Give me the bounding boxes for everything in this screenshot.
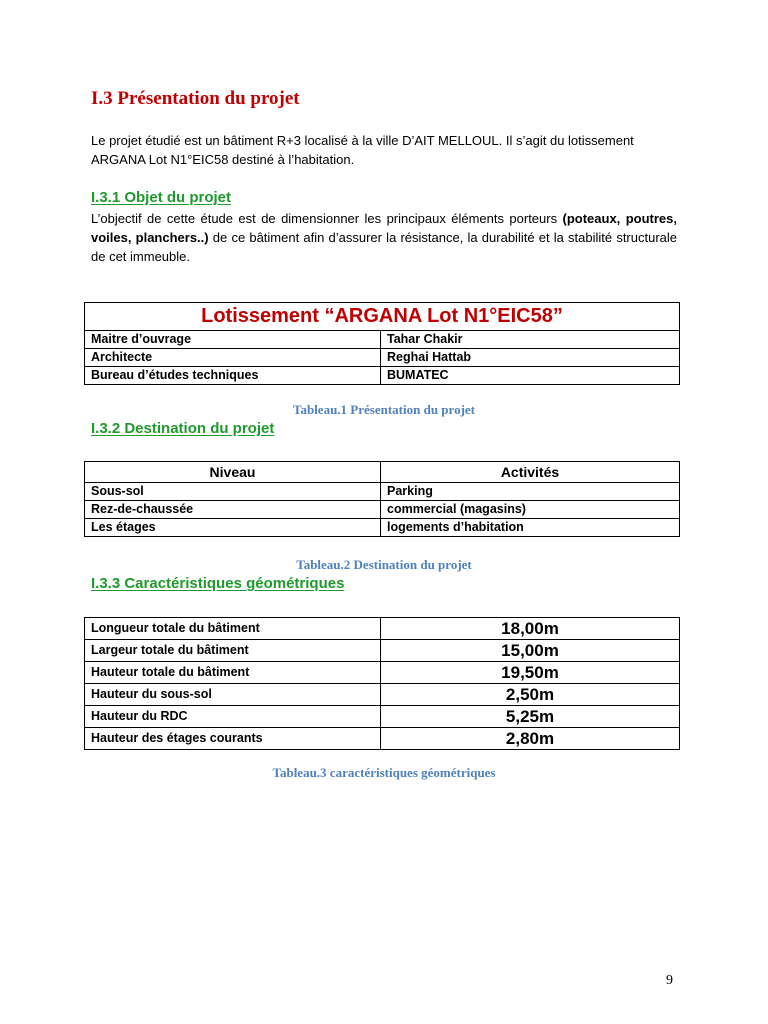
row-label: Bureau d’études techniques <box>85 367 381 385</box>
row-activite: commercial (magasins) <box>381 501 680 519</box>
row-value: 5,25m <box>381 706 680 728</box>
table-caracteristiques <box>84 617 680 750</box>
table-title-row <box>85 303 680 331</box>
header-niveau: Niveau <box>85 462 381 483</box>
destination-heading: I.3.2 Destination du projet <box>91 420 275 437</box>
row-value: 2,80m <box>381 728 680 750</box>
objet-heading: I.3.1 Objet du projet <box>91 189 232 206</box>
table-row <box>85 684 680 706</box>
row-niveau: Sous-sol <box>85 483 381 501</box>
table-row <box>85 501 680 519</box>
row-value: 18,00m <box>381 618 680 640</box>
row-value: 19,50m <box>381 662 680 684</box>
row-niveau: Les étages <box>85 519 381 537</box>
table-row <box>85 519 680 537</box>
row-label: Longueur totale du bâtiment <box>85 618 381 640</box>
row-label: Architecte <box>85 349 381 367</box>
table-row <box>85 331 680 349</box>
table-row <box>85 706 680 728</box>
table-row <box>85 483 680 501</box>
table3-caption: Tableau.3 caractéristiques géométriques <box>272 765 496 780</box>
section-heading: I.3 Présentation du projet <box>91 88 300 109</box>
table1-caption: Tableau.1 Présentation du projet <box>292 402 475 417</box>
table-presentation <box>84 302 680 385</box>
row-label: Largeur totale du bâtiment <box>85 640 381 662</box>
row-value: Reghai Hattab <box>381 349 680 367</box>
row-value: 2,50m <box>381 684 680 706</box>
objet-text-2: de ce bâtiment afin d’assurer la résistance, la durabilité et la stabilité structurale de cet immeuble. <box>91 230 678 264</box>
caracteristiques-heading: I.3.3 Caractéristiques géométriques <box>91 575 345 592</box>
table-title: Lotissement “ARGANA Lot N1°EIC58” <box>85 303 680 331</box>
table-row <box>85 662 680 684</box>
table-destination <box>84 461 680 537</box>
header-activites: Activités <box>381 462 680 483</box>
row-activite: Parking <box>381 483 680 501</box>
objet-paragraph <box>91 209 677 266</box>
row-label: Hauteur totale du bâtiment <box>85 662 381 684</box>
table-row <box>85 349 680 367</box>
intro-paragraph <box>91 131 677 169</box>
row-label: Hauteur des étages courants <box>85 728 381 750</box>
objet-text-bold: (poteaux, poutres, voiles, planchers..) <box>91 211 677 245</box>
row-label: Hauteur du RDC <box>85 706 381 728</box>
row-niveau: Rez-de-chaussée <box>85 501 381 519</box>
table-header-row <box>85 462 680 483</box>
row-label: Maitre d’ouvrage <box>85 331 381 349</box>
objet-text-1: L’objectif de cette étude est de dimensionner les principaux éléments porteurs <box>91 211 563 226</box>
row-value: BUMATEC <box>381 367 680 385</box>
intro-line-2: ARGANA Lot N1°EIC58 destiné à l’habitation. <box>91 152 355 167</box>
page-number: 9 <box>666 973 673 988</box>
intro-line-1: Le projet étudié est un bâtiment R+3 localisé à la ville D’AIT MELLOUL. Il s’agit du lotissement <box>91 133 634 148</box>
table2-caption: Tableau.2 Destination du projet <box>296 557 472 572</box>
table-row <box>85 640 680 662</box>
table-row <box>85 728 680 750</box>
row-value: Tahar Chakir <box>381 331 680 349</box>
row-value: 15,00m <box>381 640 680 662</box>
table-row <box>85 618 680 640</box>
table-row <box>85 367 680 385</box>
row-activite: logements d’habitation <box>381 519 680 537</box>
row-label: Hauteur du sous-sol <box>85 684 381 706</box>
